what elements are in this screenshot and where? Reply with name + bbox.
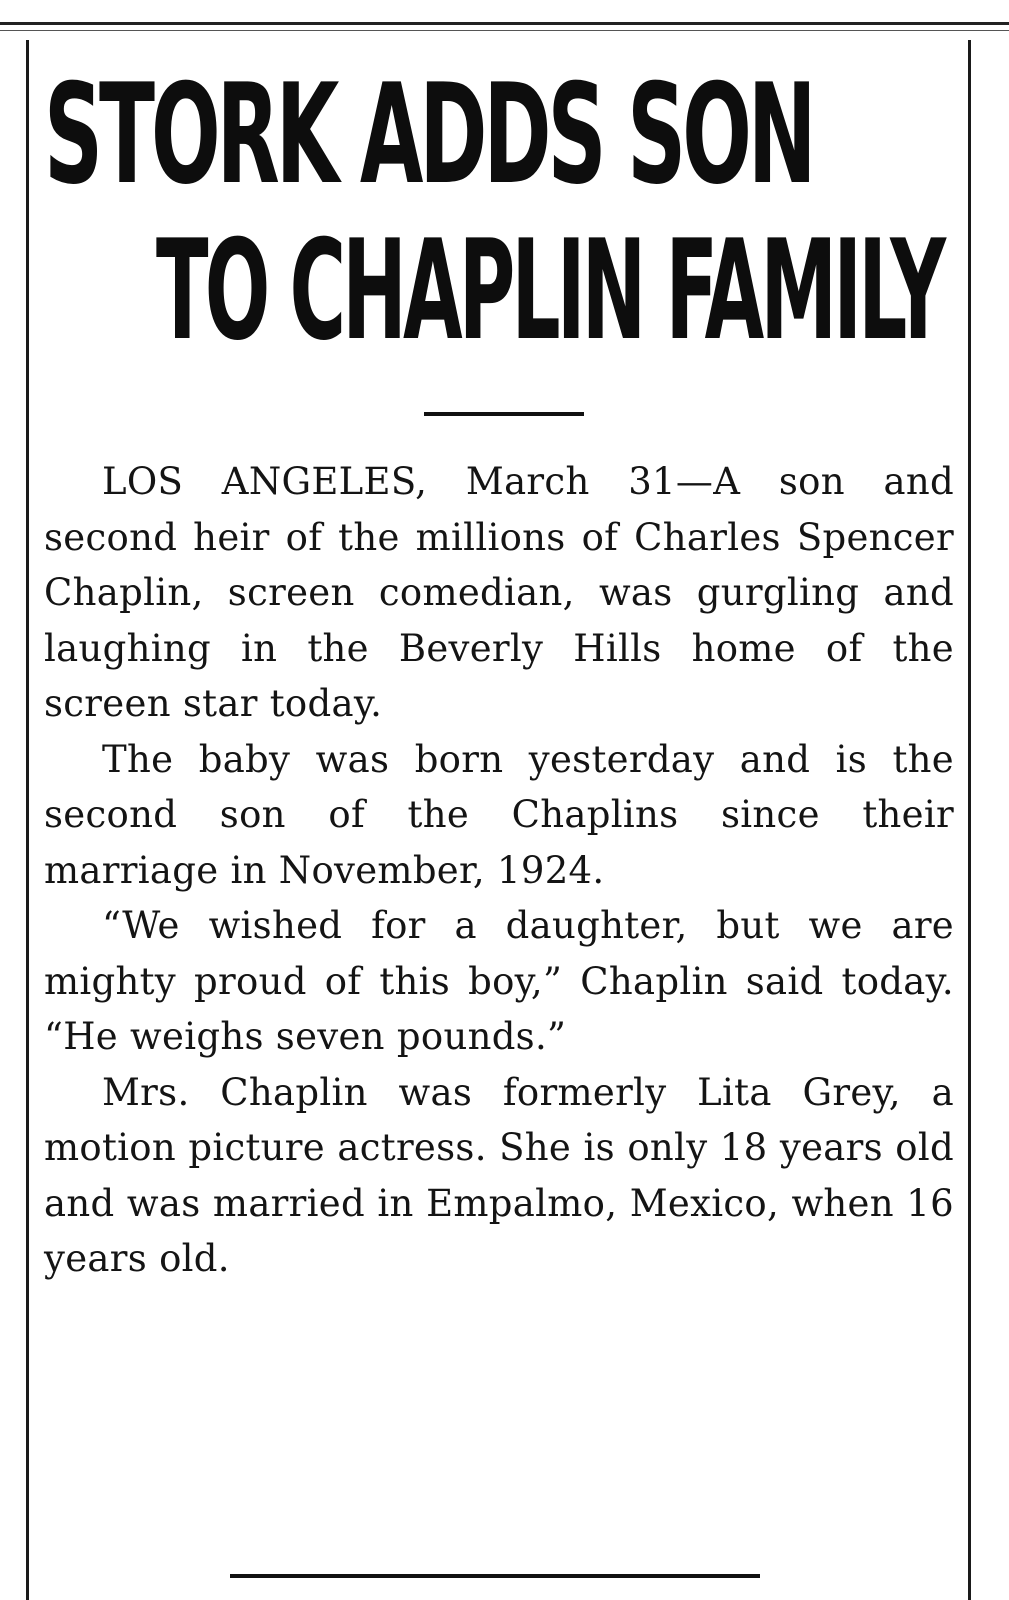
paragraph-birth: The baby was born yesterday and is the second son of the Chaplins since their marriage in November, 1924. bbox=[44, 737, 954, 892]
right-column-rule bbox=[968, 40, 971, 1600]
headline-line-2: TO CHAPLIN FAMILY bbox=[156, 210, 943, 371]
paragraph-quote: “We wished for a daughter, but we are mighty proud of this boy,” Chaplin said today. “He weighs seven pounds.” bbox=[44, 904, 954, 1058]
top-column-rule-thin bbox=[0, 30, 1009, 31]
bottom-divider bbox=[230, 1574, 760, 1578]
paragraph-mrs-chaplin: Mrs. Chaplin was formerly Lita Grey, a motion picture actress. She is only 18 years old and was married in Empalmo, Mexico, when 16 years old. bbox=[44, 1070, 954, 1280]
top-column-rule bbox=[0, 22, 1009, 25]
headline-line-1: STORK ADDS SON bbox=[44, 54, 813, 215]
article-body bbox=[44, 454, 954, 1287]
left-column-rule bbox=[26, 40, 29, 1600]
headline-divider bbox=[424, 412, 584, 416]
newspaper-article bbox=[44, 54, 954, 1287]
paragraph-dateline: LOS ANGELES, March 31—A son and second heir of the millions of Charles Spencer Chaplin, screen comedian, was gurgling and laughing in the Beverly Hills home of the screen star today. bbox=[44, 460, 954, 725]
article-headline bbox=[44, 54, 954, 371]
